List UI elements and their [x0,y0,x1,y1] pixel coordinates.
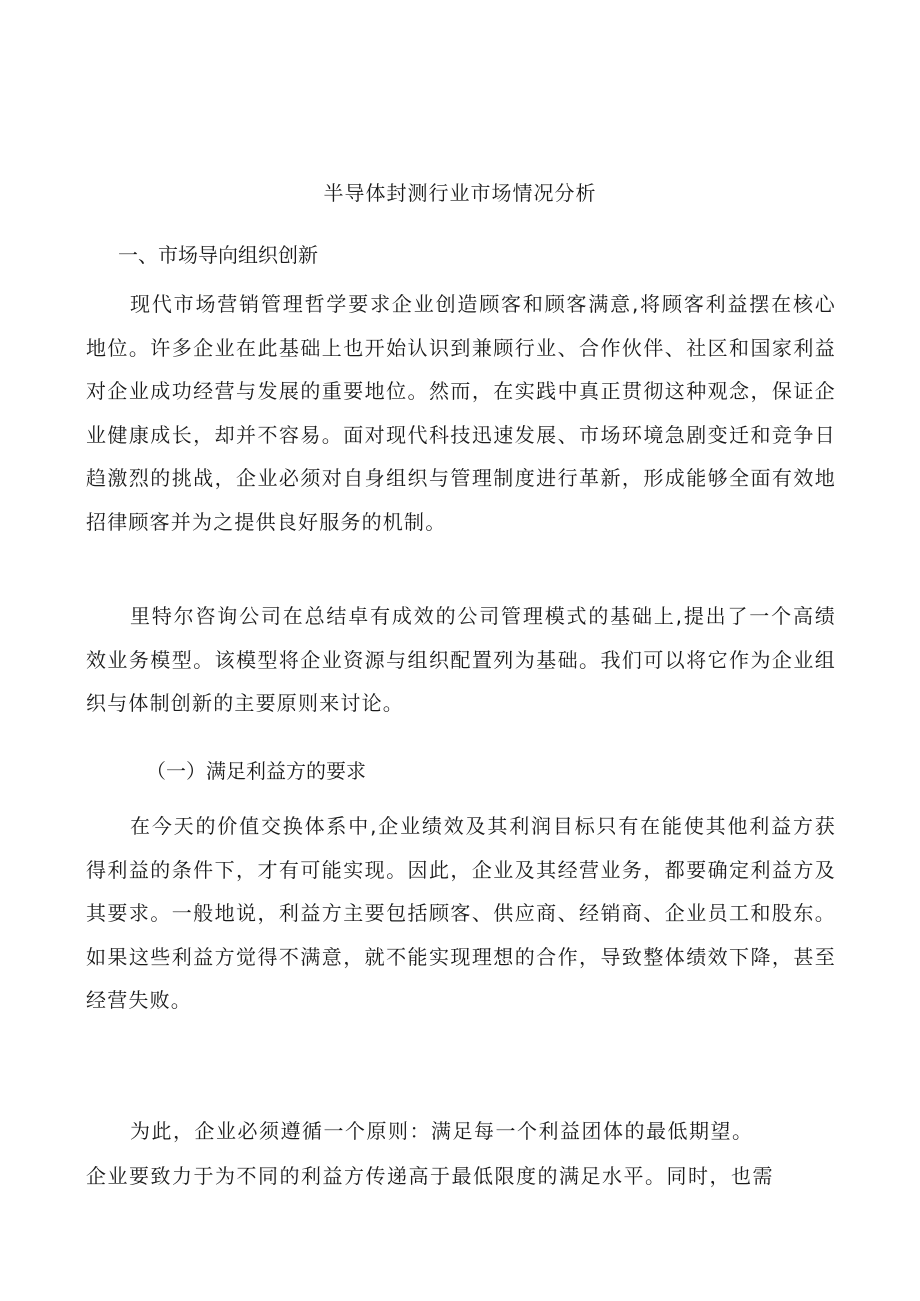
paragraph-high-performance-model: 里特尔咨询公司在总结卓有成效的公司管理模式的基础上,提出了一个高绩效业务模型。该模型将企业资源与组织配置列为基础。我们可以将它作为企业组织与体制创新的主要原则来讨论。 [86,604,836,715]
paragraph-value-exchange: 在今天的价值交换体系中,企业绩效及其利润目标只有在能使其他利益方获得利益的条件下，才有可能实现。因此，企业及其经营业务，都要确定利益方及其要求。一般地说，利益方主要包括顾客、供应商、经销商、企业员工和股东。如果这些利益方觉得不满意，就不能实现理想的合作，导致整体绩效下降，甚至经营失败。 [86,814,836,1012]
document-title: 半导体封测行业市场情况分析 [323,181,597,205]
paragraph-principle: 为此，企业必须遵循一个原则：满足每一个利益团体的最低期望。 [130,1119,754,1143]
paragraph-market-philosophy: 现代市场营销管理哲学要求企业创造顾客和顾客满意,将顾客利益摆在核心地位。许多企业在此基础上也开始认识到兼顾行业、合作伙伴、社区和国家利益对企业成功经营与发展的重要地位。然而，在实践中真正贯彻这种观念，保证企业健康成长，却并不容易。面对现代科技迅速发展、市场环境急剧变迁和竞争日趋激烈的挑战，企业必须对自身组织与管理制度进行革新，形成能够全面有效地招律顾客并为之提供良好服务的机制。 [86,292,836,534]
section-heading: 一、市场导向组织创新 [118,243,318,267]
subsection-heading: （一）满足利益方的要求 [146,759,366,783]
paragraph-continuation: 企业要致力于为不同的利益方传递高于最低限度的满足水平。同时，也需 [86,1164,774,1188]
